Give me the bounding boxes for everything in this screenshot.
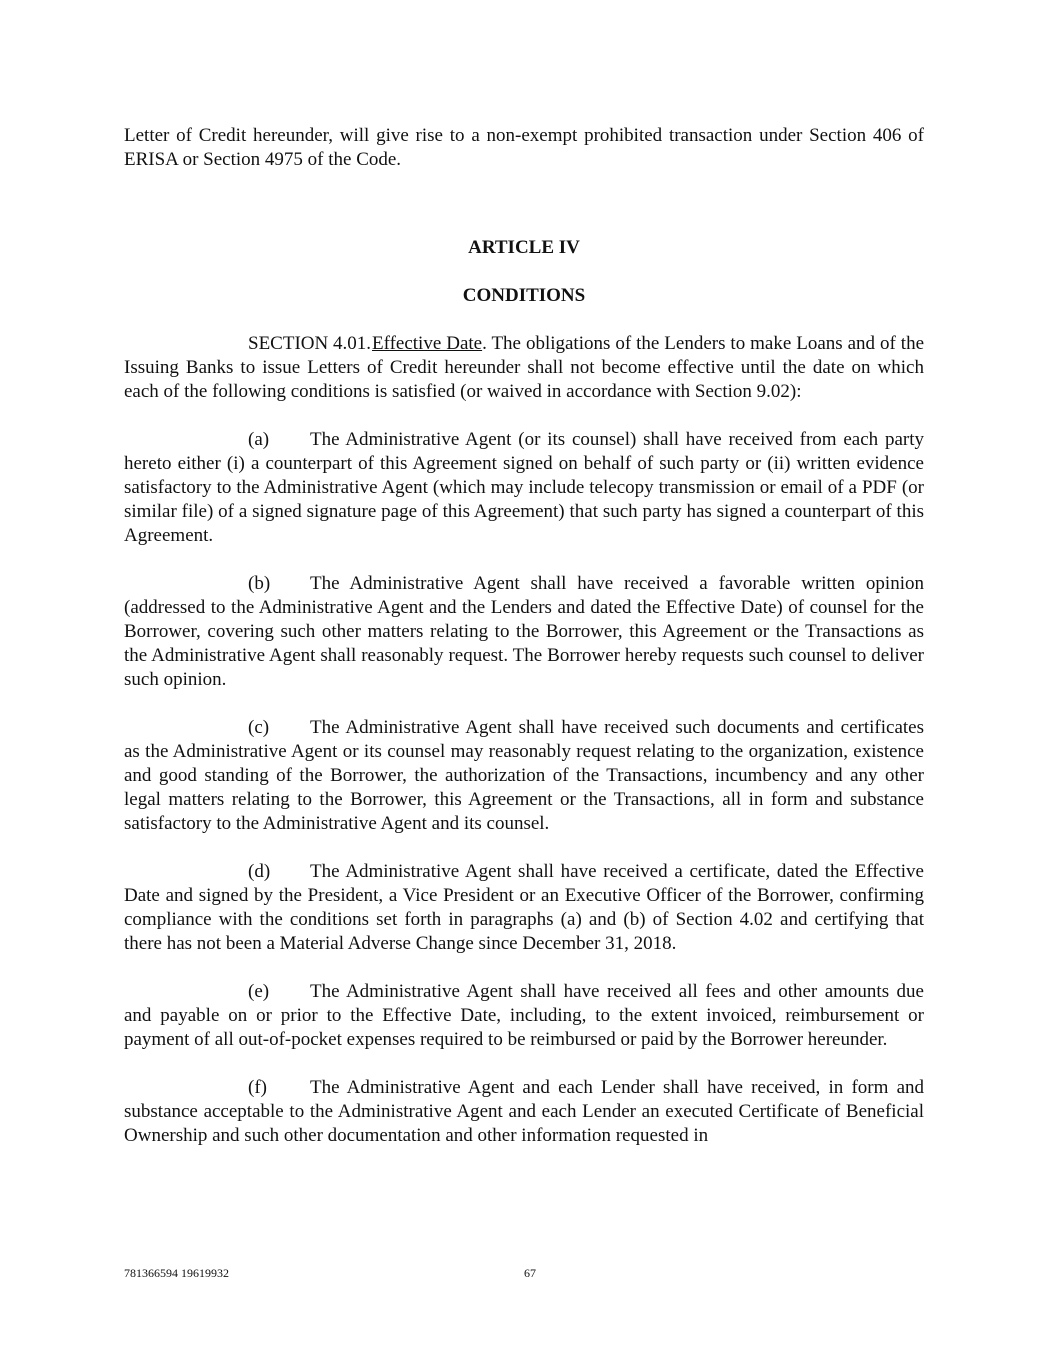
paragraph-label: (b) [248, 573, 271, 594]
paragraph-label: (d) [248, 861, 271, 882]
page-number: 67 [524, 1266, 536, 1280]
paragraph-d [124, 860, 924, 956]
paragraph-text: The Administrative Agent shall have received all fees and other amounts due and payable on or prior to the Effective Date, including, to the extent invoiced, reimbursement or payment of all out-of-pocket expenses required to be reimbursed or paid by the Borrower hereunder. [124, 981, 924, 1050]
paragraph-label: (a) [248, 429, 270, 450]
paragraph-c [124, 716, 924, 836]
document-id: 781366594 19619932 [124, 1266, 229, 1280]
continuation-text: Letter of Credit hereunder, will give rise to a non-exempt prohibited transaction under Section 406 of ERISA or Section 4975 of the Code. [124, 125, 924, 170]
paragraph-text: The Administrative Agent (or its counsel) shall have received from each party hereto either (i) a counterpart of this Agreement signed on behalf of such party or (ii) written evidence satisfactory to the Administrative Agent (which may include telecopy transmission or email of a PDF (or similar file) of a signed signature page of this Agreement) that such party has signed a counterpart of this Agreement. [124, 429, 924, 546]
paragraph-text: The Administrative Agent shall have received a certificate, dated the Effective Date and signed by the President, a Vice President or an Executive Officer of the Borrower, confirming compliance with the conditions set forth in paragraphs (a) and (b) of Section 4.02 and certifying that there has not been a Material Adverse Change since December 31, 2018. [124, 861, 924, 954]
section-4-01 [124, 332, 924, 404]
paragraph-b [124, 572, 924, 692]
paragraph-label: (f) [248, 1077, 267, 1098]
paragraph-f [124, 1076, 924, 1148]
paragraph-e [124, 980, 924, 1052]
paragraph-label: (c) [248, 717, 270, 738]
section-number: SECTION 4.01. [248, 333, 371, 354]
paragraph-text: The Administrative Agent shall have received a favorable written opinion (addressed to the Administrative Agent and the Lenders and dated the Effective Date) of counsel for the Borrower, covering such other matters relating to the Borrower, this Agreement or the Transactions as the Administrative Agent shall reasonably request. The Borrower hereby requests such counsel to deliver such opinion. [124, 573, 924, 690]
paragraph-a [124, 428, 924, 548]
paragraph-text: The Administrative Agent and each Lender shall have received, in form and substance acceptable to the Administrative Agent and each Lender an executed Certificate of Beneficial Ownership and such other documentation and other information requested in [124, 1077, 924, 1146]
section-text: . The obligations of the Lenders to make Loans and of the Issuing Banks to issue Letters of Credit hereunder shall not become effective until the date on which each of the following conditions is satisfied (or waived in accordance with Section 9.02): [124, 333, 924, 402]
article-number: ARTICLE IV [468, 237, 580, 258]
paragraph-text: The Administrative Agent shall have received such documents and certificates as the Administrative Agent or its counsel may reasonably request relating to the organization, existence and good standing of the Borrower, the authorization of the Transactions, incumbency and any other legal matters relating to the Borrower, this Agreement or the Transactions, all in form and substance satisfactory to the Administrative Agent and its counsel. [124, 717, 924, 834]
article-title: CONDITIONS [462, 285, 586, 306]
document-page [124, 124, 924, 1172]
section-heading: Effective Date [372, 333, 483, 354]
paragraph-label: (e) [248, 981, 270, 1002]
